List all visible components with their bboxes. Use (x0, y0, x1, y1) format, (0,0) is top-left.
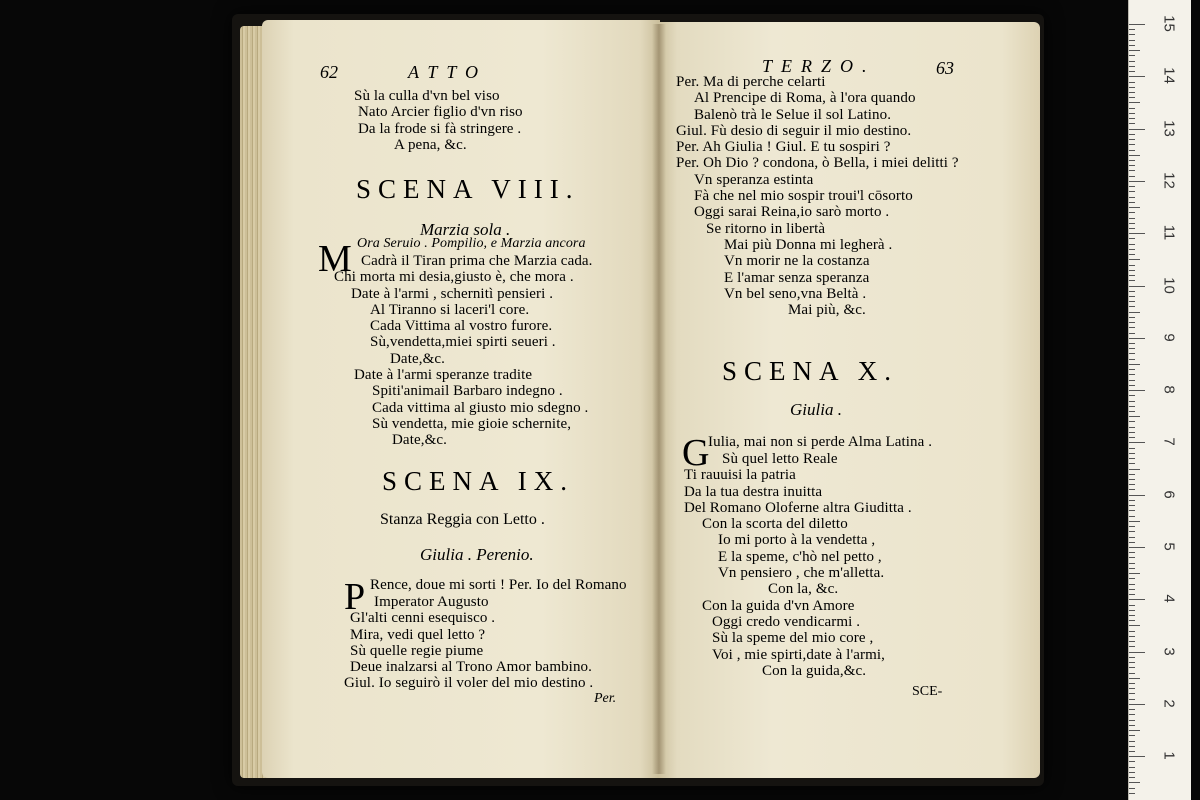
ruler-tick (1129, 521, 1140, 522)
text-line: Per. Ma di perche celarti (676, 74, 826, 90)
ruler-number: 5 (1160, 542, 1178, 551)
text-line: Gl'alti cenni esequisco . (350, 610, 496, 627)
ruler-tick (1129, 547, 1145, 548)
ruler-tick (1129, 333, 1135, 334)
ruler-tick (1129, 788, 1135, 789)
ruler-tick (1129, 207, 1140, 208)
scene-8-first-line: Ora Seruio . Pompilio, e Marzia ancora (357, 236, 586, 251)
text-line: Date,&c. (390, 350, 445, 367)
ruler-tick (1129, 87, 1135, 88)
ruler-tick (1129, 296, 1135, 297)
text-line: Voi , mie spirti,date à l'armi, (712, 646, 885, 663)
text-line: Per. Ah Giulia ! Giul. E tu sospiri ? (676, 139, 891, 156)
ruler-tick (1129, 29, 1135, 30)
ruler-tick (1129, 212, 1135, 213)
ruler-tick (1129, 725, 1135, 726)
ruler-tick (1129, 526, 1135, 527)
text-line: Se ritorno in libertà (706, 220, 826, 237)
ruler-tick (1129, 479, 1135, 480)
ruler-tick (1129, 563, 1135, 564)
ruler-tick (1129, 704, 1145, 705)
left-catchword: Per. (594, 691, 617, 706)
ruler-tick (1129, 432, 1135, 433)
ruler-number: 7 (1160, 437, 1178, 447)
ruler-number: 4 (1160, 594, 1178, 603)
verse-line: A pena, &c. (394, 136, 467, 153)
verse-line: Da la frode si fà stringere . (358, 120, 522, 137)
ruler-tick (1129, 578, 1135, 579)
ruler-tick (1129, 97, 1135, 98)
ruler-tick (1129, 746, 1135, 747)
ruler-number: 14 (1160, 67, 1178, 85)
ruler-tick (1129, 50, 1140, 51)
ruler-tick (1129, 197, 1135, 198)
ruler-tick (1129, 720, 1135, 721)
text-line: Mira, vedi quel letto ? (350, 626, 486, 643)
scene-9-title: SCENA IX. (382, 466, 575, 496)
ruler-tick (1129, 380, 1135, 381)
ruler-tick (1129, 275, 1135, 276)
scene-10-title: SCENA X. (722, 356, 899, 386)
ruler-tick (1129, 123, 1135, 124)
ruler-tick (1129, 625, 1140, 626)
ruler-tick (1129, 505, 1135, 506)
text-line: Sù quelle regie piume (350, 642, 484, 659)
ruler-tick (1129, 238, 1135, 239)
ruler-tick (1129, 641, 1135, 642)
ruler-tick (1129, 761, 1135, 762)
ruler-tick (1129, 118, 1135, 119)
ruler-tick (1129, 291, 1135, 292)
ruler-tick (1129, 186, 1135, 187)
ruler-tick (1129, 411, 1135, 412)
ruler-tick (1129, 636, 1135, 637)
ruler-tick (1129, 108, 1135, 109)
ruler-tick (1129, 699, 1135, 700)
ruler-tick (1129, 489, 1135, 490)
text-line: Con la, &c. (768, 581, 839, 598)
text-line: Vn pensiero , che m'alletta. (718, 565, 885, 582)
ruler-tick (1129, 589, 1135, 590)
ruler-tick (1129, 176, 1135, 177)
ruler-tick (1129, 353, 1135, 354)
ruler-tick (1129, 45, 1135, 46)
ruler-tick (1129, 620, 1135, 621)
ruler-number: 13 (1160, 119, 1178, 137)
ruler-tick (1129, 24, 1145, 25)
ruler-tick (1129, 573, 1140, 574)
ruler-tick (1129, 286, 1145, 287)
text-line: Cada vittima al giusto mio sdegno . (372, 399, 589, 416)
ruler-tick (1129, 327, 1135, 328)
verse-line: Sù la culla d'vn bel viso (354, 88, 500, 104)
text-line: Al Prencipe di Roma, à l'ora quando (694, 90, 916, 107)
text-line: Oggi sarai Reina,io sarò morto . (694, 204, 890, 221)
text-line: Io mi porto à la vendetta , (718, 532, 876, 549)
text-line: Con la guida,&c. (762, 662, 867, 679)
text-line: Balenò trà le Selue il sol Latino. (694, 106, 892, 123)
ruler-tick (1129, 129, 1145, 130)
text-line: Mai più Donna mi legherà . (724, 236, 893, 253)
gutter (652, 24, 666, 774)
ruler-number: 8 (1160, 385, 1178, 394)
right-folio: 63 (936, 58, 954, 78)
text-line: Ti rauuisi la patria (684, 467, 796, 484)
ruler-tick (1129, 144, 1135, 145)
text-line: E l'amar senza speranza (724, 269, 870, 286)
ruler-tick (1129, 34, 1135, 35)
ruler-tick (1129, 458, 1135, 459)
ruler-tick (1129, 652, 1145, 653)
text-line: Vn bel seno,vna Beltà . (724, 285, 867, 302)
ruler-tick (1129, 416, 1140, 417)
ruler-number: 3 (1160, 646, 1178, 656)
ruler-tick (1129, 312, 1140, 313)
text-line: Spiti'animail Barbaro indegno . (372, 383, 563, 400)
ruler-tick (1129, 218, 1135, 219)
text-line: Imperator Augusto (374, 594, 489, 610)
scene-8-text (334, 253, 593, 449)
ruler-tick (1129, 254, 1135, 255)
text-line: Cadrà il Tiran prima che Marzia cada. (361, 253, 593, 269)
ruler-tick (1129, 191, 1135, 192)
ruler-tick (1129, 374, 1135, 375)
ruler-tick (1129, 448, 1135, 449)
right-text-top (676, 74, 959, 318)
text-line: Del Romano Oloferne altra Giuditta . (684, 499, 912, 516)
ruler-tick (1129, 66, 1135, 67)
ruler-tick (1129, 693, 1135, 694)
ruler-tick (1129, 500, 1135, 501)
text-line: Al Tiranno si laceri'l core. (370, 301, 530, 318)
text-line: Date,&c. (392, 432, 447, 449)
ruler-tick (1129, 557, 1135, 558)
ruler-tick (1129, 280, 1135, 281)
ruler-number: 1 (1160, 751, 1178, 760)
ruler-tick (1129, 233, 1145, 234)
ruler-tick (1129, 673, 1135, 674)
scene-9-text (344, 594, 593, 692)
scene-10-text (684, 451, 912, 679)
ruler-tick (1129, 113, 1135, 114)
ruler-tick (1129, 772, 1135, 773)
ruler-tick (1129, 223, 1135, 224)
ruler-tick (1129, 134, 1135, 135)
right-running-head: TERZO. (762, 56, 876, 76)
ruler-tick (1129, 421, 1135, 422)
ruler-tick (1129, 301, 1135, 302)
ruler-tick (1129, 317, 1135, 318)
ruler-tick (1129, 170, 1135, 171)
ruler-tick (1129, 270, 1135, 271)
scene-8-dropcap: M (318, 238, 352, 280)
ruler-tick (1129, 359, 1135, 360)
ruler-tick (1129, 92, 1135, 93)
ruler-tick (1129, 390, 1145, 391)
ruler-tick (1129, 777, 1135, 778)
ruler-tick (1129, 202, 1135, 203)
ruler-tick (1129, 751, 1135, 752)
text-line: Sù vendetta, mie gioie schernite, (372, 415, 572, 432)
ruler-tick (1129, 495, 1145, 496)
ruler-tick (1129, 516, 1135, 517)
ruler-number: 12 (1160, 172, 1178, 189)
ruler-tick (1129, 782, 1140, 783)
text-line: Date à l'armi , schernitì pensieri . (351, 285, 554, 302)
ruler-tick (1129, 552, 1135, 553)
ruler-tick (1129, 348, 1135, 349)
ruler-tick (1129, 160, 1135, 161)
ruler-tick (1129, 364, 1140, 365)
scene-10-dropcap: G (682, 432, 710, 474)
text-line: Date à l'armi speranze tradite (354, 367, 533, 384)
ruler-tick (1129, 605, 1135, 606)
ruler-tick (1129, 599, 1145, 600)
ruler-tick (1129, 322, 1135, 323)
text-line: Mai più, &c. (788, 302, 866, 319)
scene-8-persons: Marzia sola . (420, 220, 511, 239)
ruler-tick (1129, 401, 1135, 402)
ruler-tick (1129, 537, 1135, 538)
ruler-tick (1129, 442, 1145, 443)
text-line: Vn morir ne la costanza (724, 253, 870, 270)
measuring-ruler (1128, 0, 1191, 800)
ruler-number: 11 (1160, 224, 1178, 241)
text-line: Con la guida d'vn Amore (702, 597, 855, 614)
ruler-tick (1129, 646, 1135, 647)
ruler-tick (1129, 531, 1135, 532)
ruler-tick (1129, 265, 1135, 266)
ruler-tick (1129, 102, 1140, 103)
ruler-tick (1129, 453, 1135, 454)
ruler-tick (1129, 688, 1135, 689)
ruler-tick (1129, 615, 1135, 616)
text-line: Cada Vittima al vostro furore. (370, 318, 553, 335)
ruler-tick (1129, 793, 1135, 794)
text-line: Fà che nel mio sospir troui'l cōsorto (694, 188, 913, 205)
ruler-tick (1129, 165, 1135, 166)
ruler-tick (1129, 730, 1140, 731)
ruler-tick (1129, 662, 1135, 663)
ruler-tick (1129, 343, 1135, 344)
ruler-tick (1129, 228, 1135, 229)
ruler-tick (1129, 463, 1135, 464)
ruler-tick (1129, 244, 1135, 245)
scene-9-persons: Giulia . Perenio. (420, 545, 534, 564)
left-folio: 62 (320, 62, 338, 82)
text-line: Sù la speme del mio core , (712, 630, 874, 647)
ruler-tick (1129, 395, 1135, 396)
ruler-tick (1129, 82, 1135, 83)
ruler-number: 10 (1160, 276, 1178, 294)
right-catchword: SCE- (912, 684, 943, 699)
text-line: Sù quel letto Reale (722, 451, 838, 467)
ruler-number: 15 (1160, 15, 1178, 32)
ruler-tick (1129, 427, 1135, 428)
text-line: Giul. Io seguirò il voler del mio destino . (344, 675, 594, 692)
ruler-number: 2 (1160, 699, 1178, 708)
ruler-tick (1129, 542, 1135, 543)
ruler-tick (1129, 150, 1135, 151)
ruler-tick (1129, 249, 1135, 250)
ruler-tick (1129, 667, 1135, 668)
ruler-tick (1129, 584, 1135, 585)
scene-9-dropcap: P (344, 576, 366, 618)
text-line: Con la scorta del diletto (702, 516, 848, 533)
ruler-tick (1129, 469, 1140, 470)
verse-block-top (354, 88, 523, 153)
ruler-tick (1129, 369, 1135, 370)
ruler-tick (1129, 631, 1135, 632)
text-line: Da la tua destra inuitta (684, 483, 823, 500)
ruler-tick (1129, 741, 1135, 742)
scene-10-first-line: Iulia, mai non si perde Alma Latina . (708, 434, 933, 450)
text-line: Per. Oh Dio ? condona, ò Bella, i miei delitti ? (676, 155, 959, 172)
verse-line: Nato Arcier figlio d'vn riso (358, 104, 523, 121)
left-running-head: ATTO (408, 62, 488, 82)
ruler-tick (1129, 474, 1135, 475)
ruler-tick (1129, 406, 1135, 407)
ruler-tick (1129, 610, 1135, 611)
ruler-tick (1129, 510, 1135, 511)
ruler-tick (1129, 338, 1145, 339)
ruler-tick (1129, 484, 1135, 485)
ruler-tick (1129, 181, 1145, 182)
text-line: Deue inalzarsi al Trono Amor bambino. (350, 659, 593, 676)
scene-9-first-line: Rence, doue mi sorti ! Per. Io del Romano (370, 577, 627, 593)
ruler-tick (1129, 678, 1140, 679)
ruler-tick (1129, 714, 1135, 715)
ruler-tick (1129, 76, 1145, 77)
text-line: Oggi credo vendicarmi . (712, 613, 861, 630)
ruler-tick (1129, 568, 1135, 569)
ruler-tick (1129, 139, 1135, 140)
ruler-tick (1129, 683, 1135, 684)
text-line: Sù,vendetta,miei spirti seueri . (370, 334, 556, 351)
ruler-tick (1129, 385, 1135, 386)
scene-10-persons: Giulia . (790, 400, 842, 419)
ruler-tick (1129, 55, 1135, 56)
scene-9-setting: Stanza Reggia con Letto . (380, 511, 545, 528)
ruler-tick (1129, 40, 1135, 41)
text-line: E la speme, c'hò nel petto , (718, 548, 882, 565)
text-line: Vn speranza estinta (694, 171, 814, 188)
ruler-tick (1129, 767, 1135, 768)
ruler-tick (1129, 709, 1135, 710)
text-line: Giul. Fù desio di seguir il mio destino. (676, 122, 912, 139)
ruler-tick (1129, 756, 1145, 757)
scene-8-title: SCENA VIII. (356, 174, 580, 204)
ruler-tick (1129, 594, 1135, 595)
ruler-number: 6 (1160, 490, 1178, 499)
ruler-tick (1129, 61, 1135, 62)
text-line: Chi morta mi desia,giusto è, che mora . (334, 269, 574, 286)
ruler-tick (1129, 437, 1135, 438)
ruler-tick (1129, 259, 1140, 260)
ruler-tick (1129, 155, 1140, 156)
ruler-tick (1129, 735, 1135, 736)
ruler-tick (1129, 306, 1135, 307)
ruler-tick (1129, 71, 1135, 72)
ruler-tick (1129, 657, 1135, 658)
ruler-number: 9 (1160, 333, 1178, 342)
